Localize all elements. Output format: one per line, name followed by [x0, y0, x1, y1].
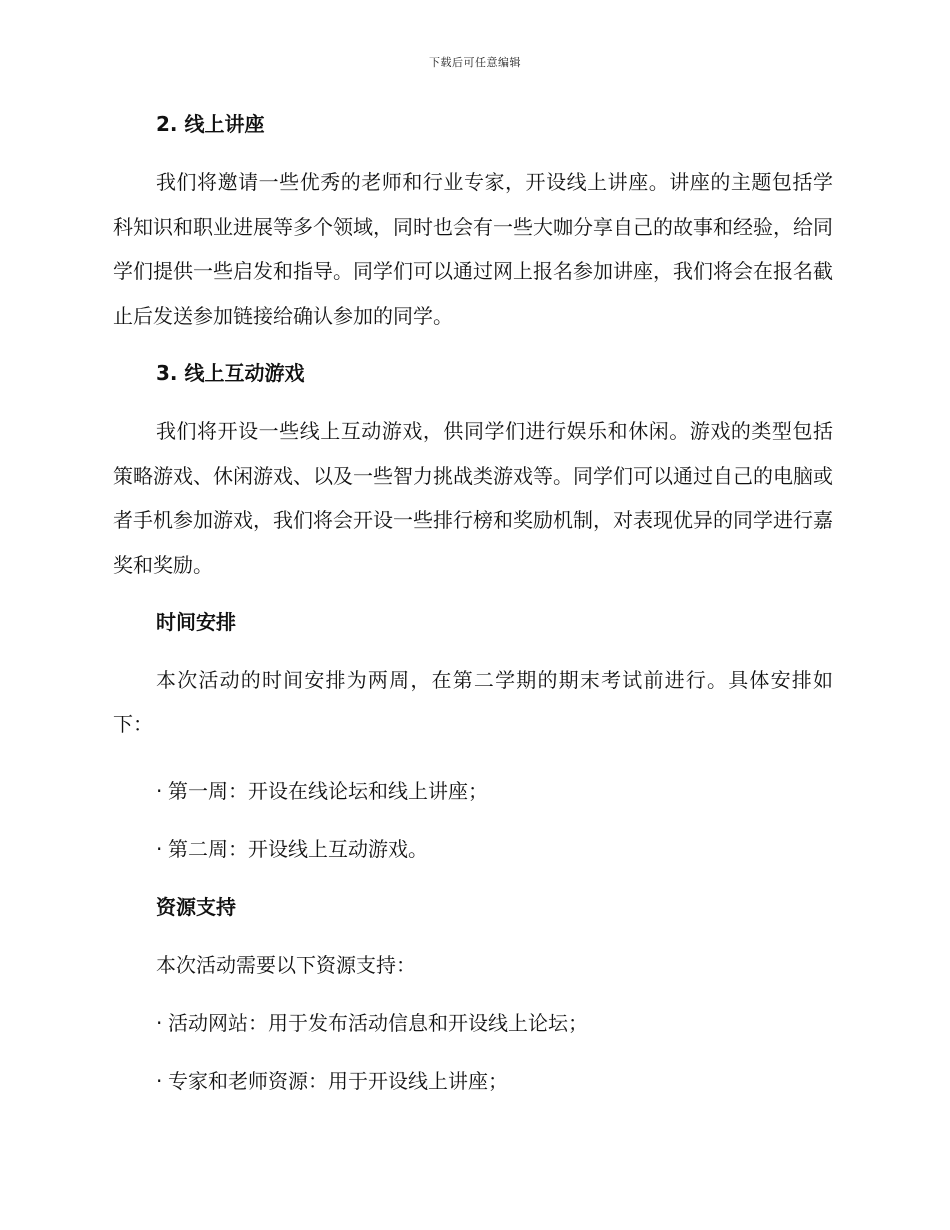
section-heading-games: 3. 线上互动游戏 [156, 360, 305, 385]
section-heading-lecture: 2. 线上讲座 [156, 112, 265, 136]
bullet-dot-icon: · [156, 1011, 163, 1036]
document-body [113, 110, 833, 1095]
schedule-list-item [113, 777, 833, 805]
section-paragraph-games: 我们将开设一些线上互动游戏，供同学们进行娱乐和休闲。游戏的类型包括策略游戏、休闲游戏、以及一些智力挑战类游戏等。同学们可以通过自己的电脑或者手机参加游戏，我们将会开设一些排行榜和奖励机制，对表现优异的同学进行嘉奖和奖励。 [113, 418, 833, 577]
schedule-list-item [113, 835, 833, 863]
bullet-dot-icon: · [156, 837, 163, 862]
schedule-item-text: 第一周：开设在线论坛和线上讲座； [168, 779, 488, 804]
resource-list-item [113, 1067, 833, 1095]
resource-list-item [113, 1009, 833, 1037]
resource-item-text: 活动网站：用于发布活动信息和开设线上论坛； [168, 1011, 588, 1036]
section-heading-schedule: 时间安排 [156, 609, 236, 634]
bullet-dot-icon: · [156, 779, 163, 804]
section-paragraph-schedule: 本次活动的时间安排为两周，在第二学期的期末考试前进行。具体安排如下： [113, 667, 833, 737]
resource-item-text: 专家和老师资源：用于开设线上讲座； [168, 1069, 508, 1094]
schedule-item-text: 第二周：开设线上互动游戏。 [168, 837, 428, 862]
section-heading-resources: 资源支持 [156, 895, 236, 920]
section-paragraph-resources: 本次活动需要以下资源支持： [156, 953, 416, 978]
bullet-dot-icon: · [156, 1069, 163, 1094]
section-paragraph-lecture: 我们将邀请一些优秀的老师和行业专家，开设线上讲座。讲座的主题包括学科知识和职业进展等多个领域，同时也会有一些大咖分享自己的故事和经验，给同学们提供一些启发和指导。同学们可以通过网上报名参加讲座，我们将会在报名截止后发送参加链接给确认参加的同学。 [113, 170, 833, 329]
header-note: 下载后可任意编辑 [429, 56, 521, 69]
